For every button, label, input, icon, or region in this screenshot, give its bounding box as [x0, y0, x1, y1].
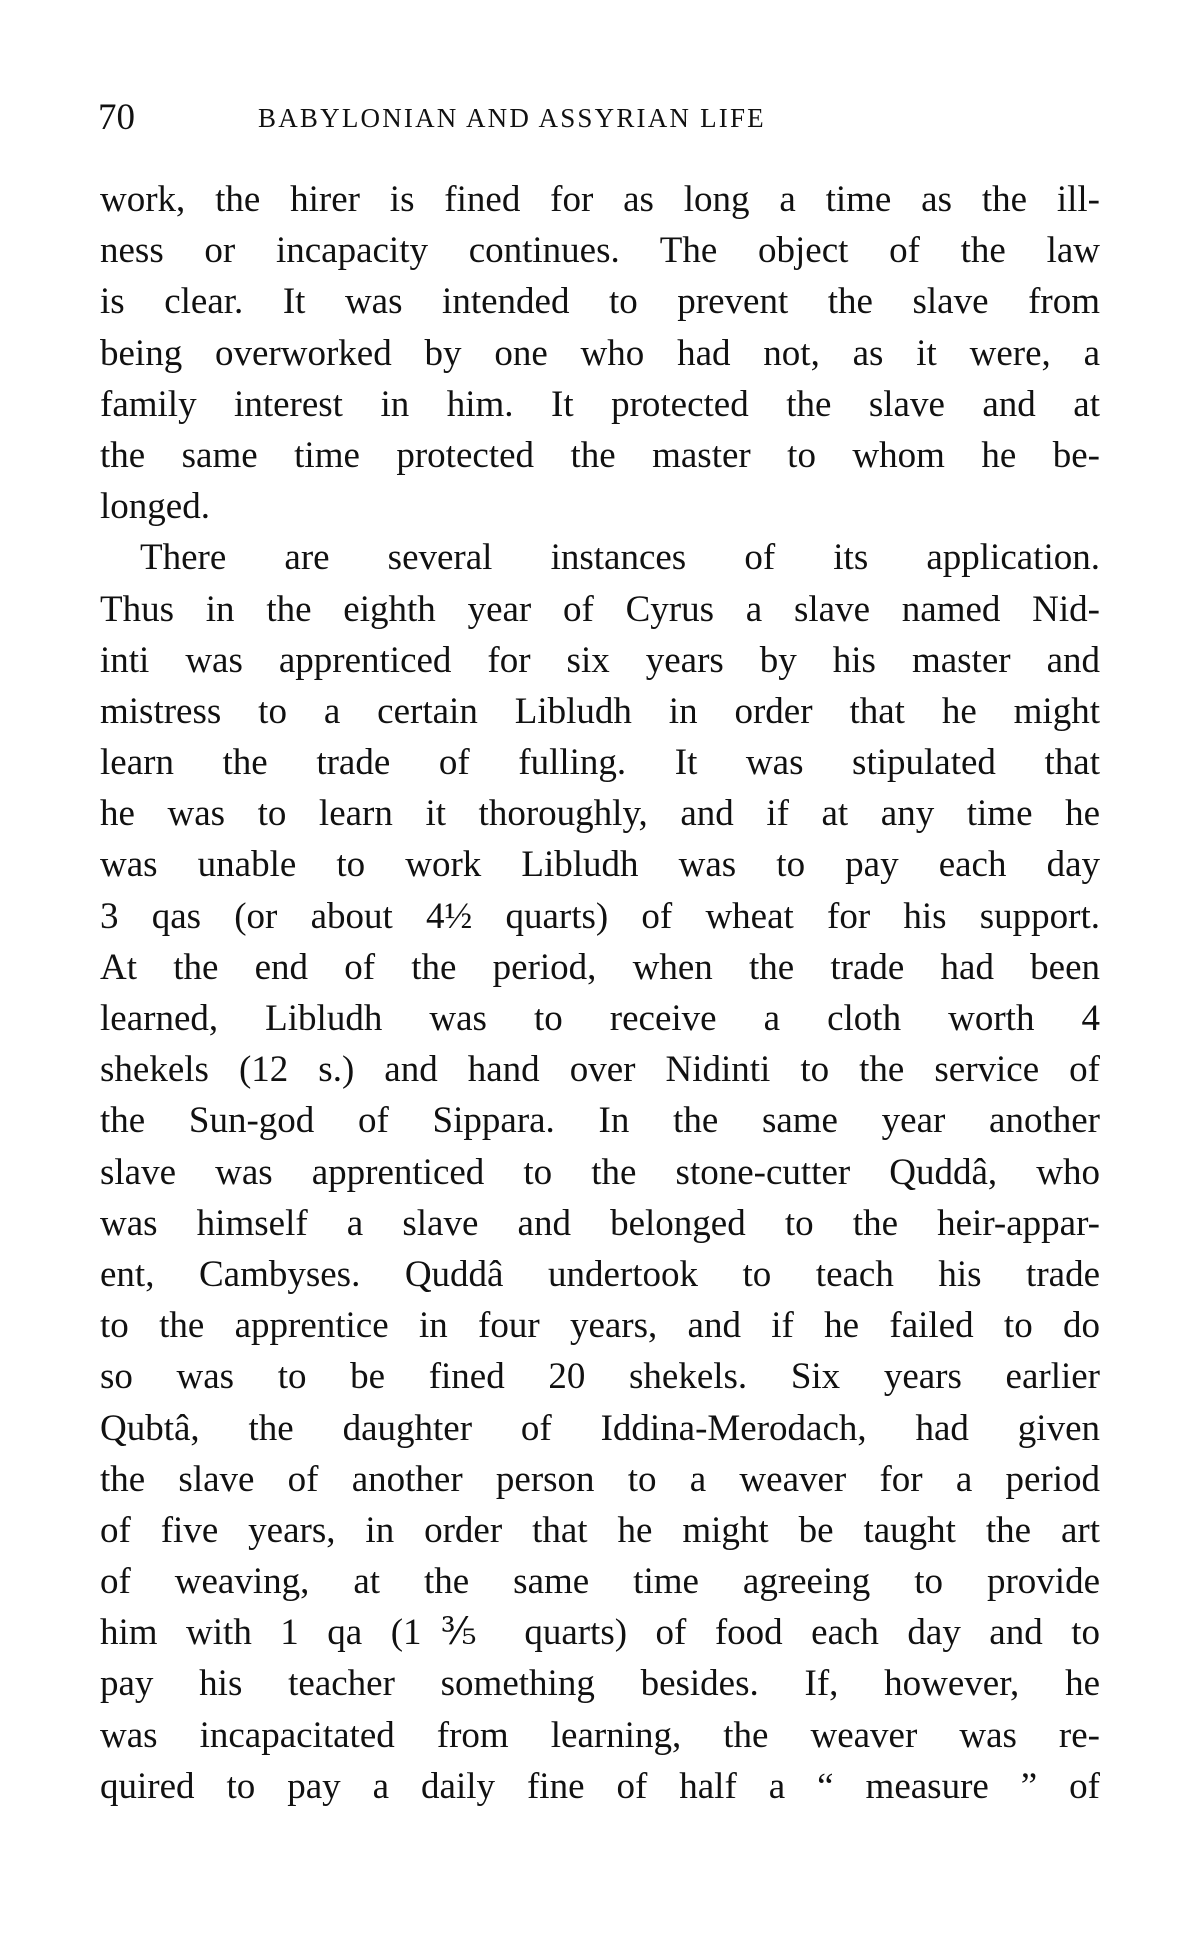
text-line: inti was apprenticed for six years by his master and: [100, 639, 1100, 681]
text-line: him with 1 qa (1⅗ quarts) of food each day and to: [100, 1612, 1100, 1654]
text-line: learned, Libludh was to receive a cloth worth 4: [100, 998, 1100, 1039]
running-title: BABYLONIAN AND ASSYRIAN LIFE: [258, 103, 766, 133]
text-line: the slave of another person to a weaver for a period: [100, 1458, 1100, 1500]
text-line: shekels (12 s.) and hand over Nidinti to the service of: [100, 1049, 1100, 1091]
body-text: [100, 174, 1100, 1812]
text-line: work, the hirer is fined for as long a time as the ill-: [100, 179, 1100, 220]
text-line-paragraph-start: There are several instances of its application.: [140, 537, 1100, 579]
text-line: learn the trade of fulling. It was stipulated that: [100, 742, 1100, 784]
text-line: mistress to a certain Libludh in order that he might: [100, 690, 1100, 732]
text-line: Qubtâ, the daughter of Iddina-Merodach, had given: [100, 1407, 1100, 1449]
text-line: family interest in him. It protected the slave and at: [100, 383, 1100, 425]
text-line: Thus in the eighth year of Cyrus a slave named Nid-: [100, 588, 1100, 630]
text-line: being overworked by one who had not, as it were, a: [100, 332, 1100, 374]
text-line: slave was apprenticed to the stone-cutter Quddâ, who: [100, 1151, 1100, 1193]
text-line: was unable to work Libludh was to pay each day: [100, 844, 1100, 886]
text-line: the same time protected the master to whom he be-: [100, 434, 1100, 476]
text-line: he was to learn it thoroughly, and if at any time he: [100, 793, 1100, 835]
running-head: [98, 98, 938, 138]
text-line: At the end of the period, when the trade had been: [100, 946, 1100, 988]
page-number: 70: [98, 97, 135, 138]
text-line: was incapacitated from learning, the weaver was re-: [100, 1714, 1100, 1756]
text-line: 3 qas (or about 4½ quarts) of wheat for his support.: [100, 895, 1100, 937]
text-line: quired to pay a daily fine of half a “ measure ” of: [100, 1765, 1100, 1807]
text-line: is clear. It was intended to prevent the slave from: [100, 281, 1100, 323]
text-line: was himself a slave and belonged to the heir-appar-: [100, 1202, 1100, 1244]
text-line: ent, Cambyses. Quddâ undertook to teach his trade: [100, 1253, 1100, 1295]
text-line: the Sun-god of Sippara. In the same year another: [100, 1100, 1100, 1142]
text-line: ness or incapacity continues. The object of the law: [100, 230, 1100, 272]
text-line: longed.: [100, 486, 210, 528]
text-line: to the apprentice in four years, and if he failed to do: [100, 1305, 1100, 1347]
text-line: so was to be fined 20 shekels. Six years earlier: [100, 1356, 1100, 1398]
text-line: pay his teacher something besides. If, however, he: [100, 1663, 1100, 1705]
text-line: of five years, in order that he might be taught the art: [100, 1509, 1100, 1551]
text-line: of weaving, at the same time agreeing to provide: [100, 1561, 1100, 1603]
